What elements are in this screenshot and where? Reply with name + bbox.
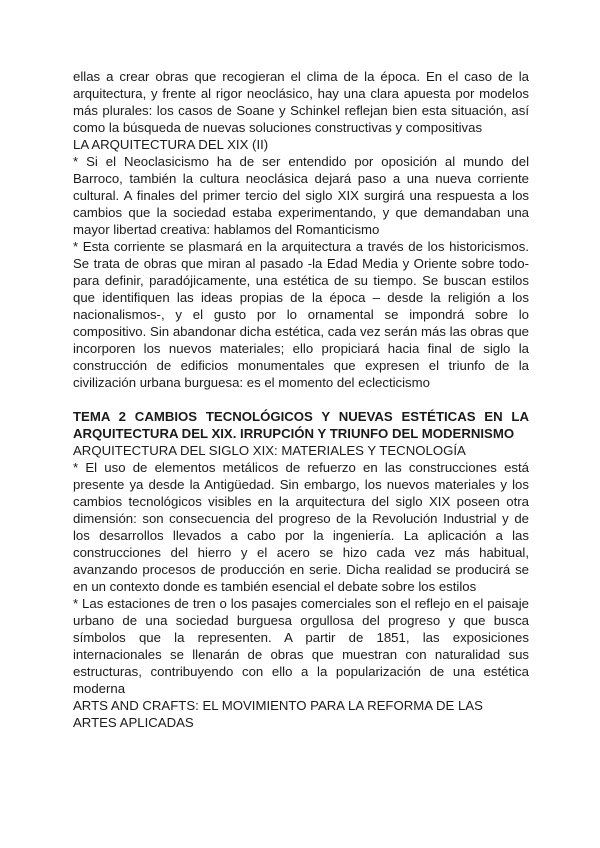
- section-heading-arts-and-crafts: ARTS AND CRAFTS: EL MOVIMIENTO PARA LA REFORMA DE LAS ARTES APLICADAS: [73, 698, 483, 730]
- topic-title: TEMA 2 CAMBIOS TECNOLÓGICOS Y NUEVAS ESTÉTICAS EN LA ARQUITECTURA DEL XIX. IRRUPCIÓN Y TRIUNFO DEL MODERNISMO: [73, 409, 529, 441]
- bullet-paragraph: * Si el Neoclasicismo ha de ser entendido por oposición al mundo del Barroco, también la cultura neoclásica dejará paso a una nueva corriente cultural. A finales del primer tercio del siglo XIX surgirá una respuesta a los cambios que la sociedad estaba experimentando, y que demandaban una mayor libertad creativa: hablamos del Romanticismo: [73, 154, 529, 237]
- section-heading-materiales-tecnologia: ARQUITECTURA DEL SIGLO XIX: MATERIALES Y TECNOLOGÍA: [73, 443, 466, 458]
- document-page: [73, 68, 529, 731]
- section-heading-arquitectura-xix-ii: LA ARQUITECTURA DEL XIX (II): [73, 137, 269, 152]
- intro-paragraph: ellas a crear obras que recogieran el clima de la época. En el caso de la arquitectura, y frente al rigor neoclásico, hay una clara apuesta por modelos más plurales: los casos de Soane y Schinkel reflejan bien esta situación, así como la búsqueda de nuevas soluciones constructivas y compositivas: [73, 69, 529, 135]
- bullet-paragraph: * Las estaciones de tren o los pasajes comerciales son el reflejo en el paisaje urbano de una sociedad burguesa orgullosa del progreso y que busca símbolos que la representen. A partir de 1851, las exposiciones internacionales se llenarán de obras que muestran con naturalidad sus estructuras, contribuyendo con ello a la popularización de una estética moderna: [73, 596, 529, 696]
- blank-line: [73, 391, 529, 408]
- bullet-paragraph: * Esta corriente se plasmará en la arquitectura a través de los historicismos. Se trata de obras que miran al pasado -la Edad Media y Oriente sobre todo- para definir, paradójicamente, una estética de su tiempo. Se buscan estilos que identifiquen las ideas propias de la época – desde la religión a los nacionalismos-, y el gusto por lo ornamental se impondrá sobre lo compositivo. Sin abandonar dicha estética, cada vez serán más las obras que incorporen los nuevos materiales; ello propiciará hacia final de siglo la construcción de edificios monumentales que expresen el triunfo de la civilización urbana burguesa: es el momento del eclecticismo: [73, 239, 529, 390]
- bullet-paragraph: * El uso de elementos metálicos de refuerzo en las construcciones está presente ya desde la Antigüedad. Sin embargo, los nuevos materiales y los cambios tecnológicos visibles en la arquitectura del siglo XIX poseen otra dimensión: son consecuencia del progreso de la Revolución Industrial y de los desarrollos llevados a cabo por la ingeniería. La aplicación a las construcciones del hierro y el acero se hizo cada vez más habitual, avanzando procesos de producción en serie. Dicha realidad se producirá se en un contexto donde es también esencial el debate sobre los estilos: [73, 460, 529, 594]
